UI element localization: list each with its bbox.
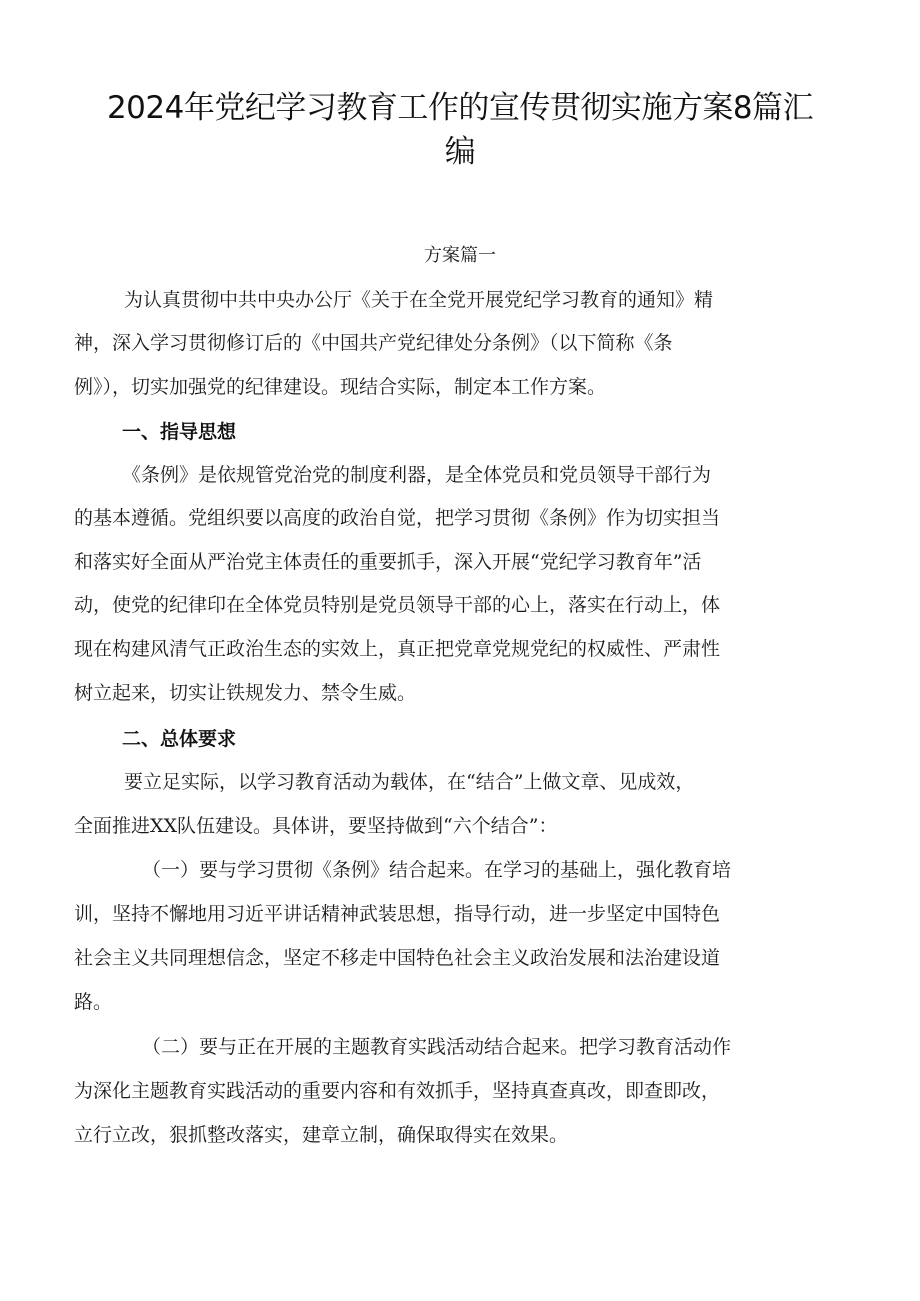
intro-line-3: 例》），切实加强党的纪律建设。现结合实际，制定本工作方案。: [74, 376, 607, 398]
item1-line-1: （一）要与学习贯彻《条例》结合起来。在学习的基础上，强化教育培: [142, 859, 732, 881]
heading-overall-requirements: 二、总体要求: [122, 728, 237, 750]
para1-line-2: 的基本遵循。党组织要以高度的政治自觉，把学习贯彻《条例》作为切实担当: [74, 507, 721, 529]
para1-line-4: 动，使党的纪律印在全体党员特别是党员领导干部的心上，落实在行动上，体: [74, 594, 721, 616]
item2-line-3: 立行立改，狠抓整改落实，建章立制，确保取得实在效果。: [74, 1124, 569, 1146]
item1-line-3: 社会主义共同理想信念，坚定不移走中国特色社会主义政治发展和法治建设道: [74, 947, 721, 969]
para1-line-6: 树立起来，切实让铁规发力、禁令生威。: [74, 682, 417, 704]
para1-line-3: 和落实好全面从严治党主体责任的重要抓手，深入开展“党纪学习教育年”活: [74, 551, 702, 573]
section-label: 方案篇一: [424, 245, 496, 266]
item1-line-4: 路。: [74, 991, 113, 1013]
para2-line-1: 要立足实际，以学习教育活动为载体，在“结合”上做文章、见成效，: [124, 771, 695, 793]
item2-line-2: 为深化主题教育实践活动的重要内容和有效抓手，坚持真查真改，即查即改，: [74, 1080, 721, 1102]
intro-line-2: 神，深入学习贯彻修订后的《中国共产党纪律处分条例》（以下简称《条: [74, 332, 673, 354]
para1-line-1: 《条例》是依规管党治党的制度利器，是全体党员和党员领导干部行为: [122, 464, 712, 486]
para1-line-5: 现在构建风清气正政治生态的实效上，真正把党章党规党纪的权威性、严肃性: [74, 638, 721, 660]
item1-line-2: 训，坚持不懈地用习近平讲话精神武装思想，指导行动，进一步坚定中国特色: [74, 903, 721, 925]
title-line-2: 编: [444, 134, 476, 170]
para2-line-2: 全面推进XX队伍建设。具体讲，要坚持做到“六个结合”：: [74, 815, 558, 837]
heading-guiding-ideology: 一、指导思想: [122, 421, 237, 443]
item2-line-1: （二）要与正在开展的主题教育实践活动结合起来。把学习教育活动作: [142, 1036, 732, 1058]
title-line-1: 2024年党纪学习教育工作的宣传贯彻实施方案8篇汇: [106, 90, 814, 126]
document-title: [100, 86, 820, 174]
intro-line-1: 为认真贯彻中共中央办公厅《关于在全党开展党纪学习教育的通知》精: [124, 289, 714, 311]
